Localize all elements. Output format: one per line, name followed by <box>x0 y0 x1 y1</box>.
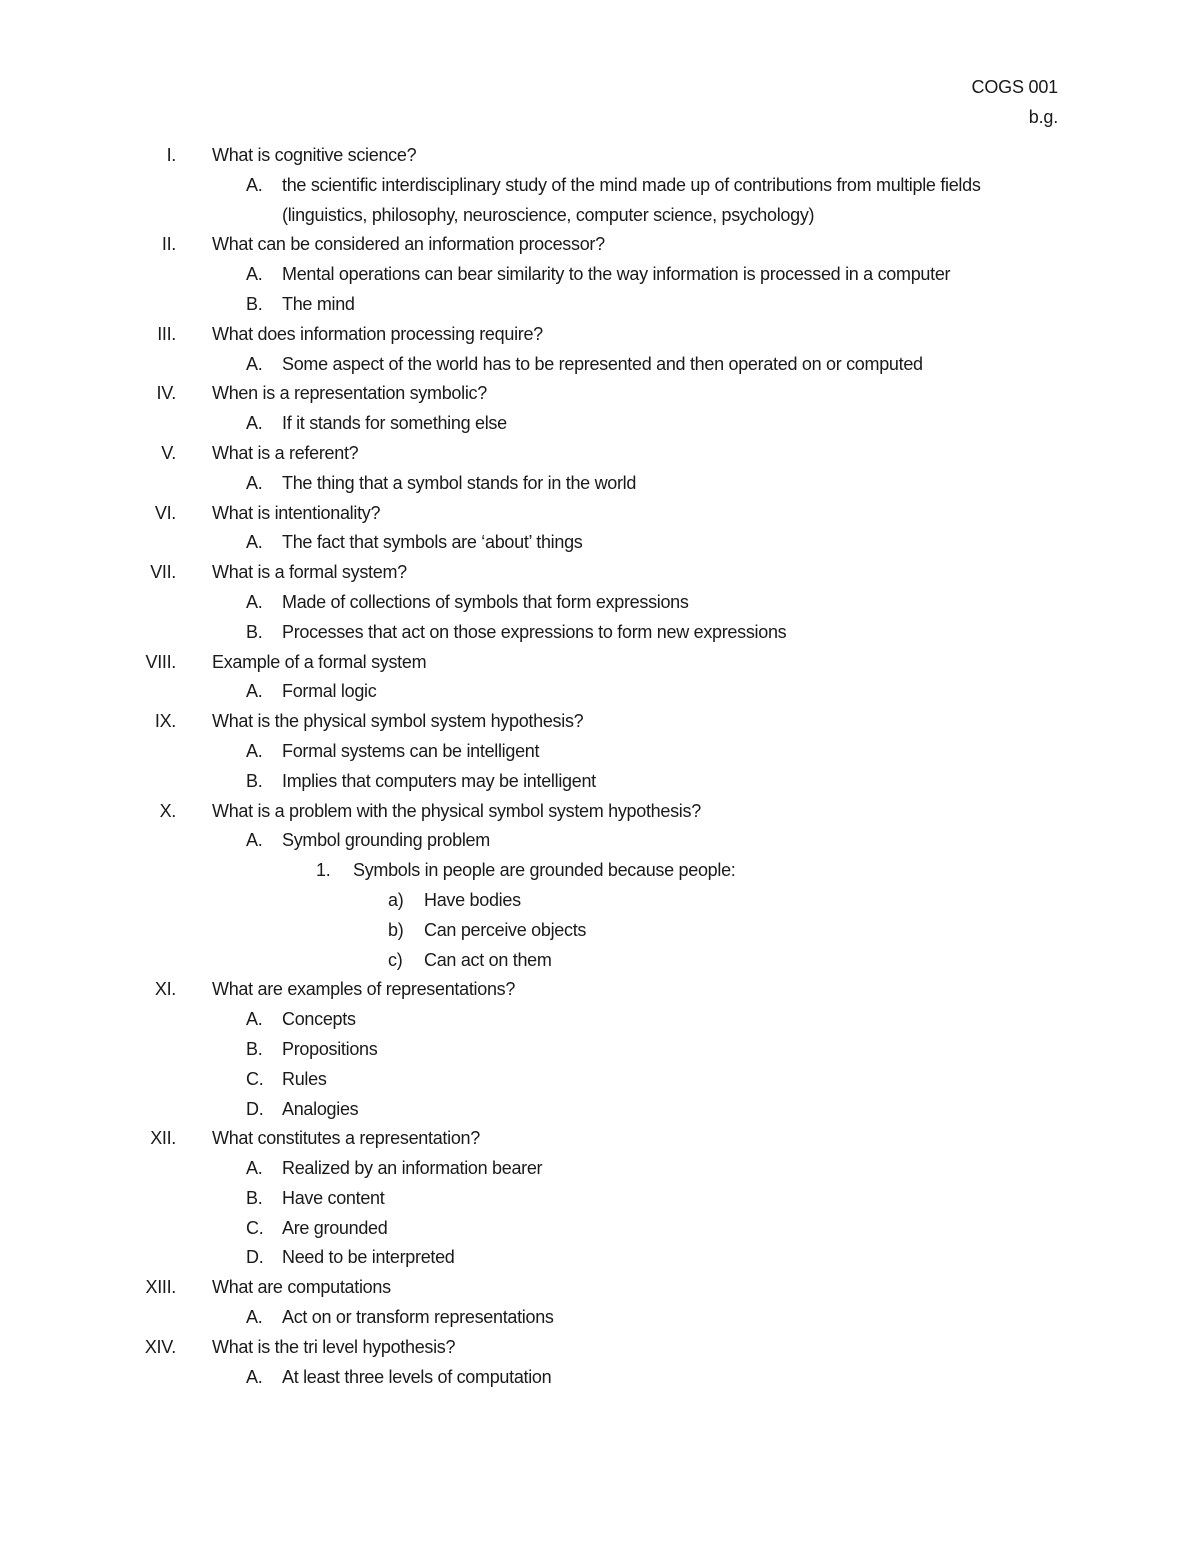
outline-item-level-2 <box>0 1303 1200 1333</box>
outline-item-level-1 <box>0 379 1200 409</box>
outline-item-level-2 <box>0 826 1200 856</box>
outline-item-level-2 <box>0 1243 1200 1273</box>
outline-text: What does information processing require? <box>212 323 543 344</box>
outline-marker: B. <box>246 621 263 642</box>
outline-item-level-2 <box>0 737 1200 767</box>
outline-text: Act on or transform representations <box>282 1307 554 1328</box>
outline-item-level-2 <box>0 1214 1200 1244</box>
outline-item-level-2 <box>0 767 1200 797</box>
outline-item-level-1 <box>0 230 1200 260</box>
outline-marker: A. <box>246 681 263 702</box>
outline-text: When is a representation symbolic? <box>212 383 487 404</box>
outline-item-level-2 <box>0 1095 1200 1125</box>
author-initials: b.g. <box>1028 107 1058 127</box>
outline-marker: A. <box>246 830 263 851</box>
outline-item-level-2 <box>0 260 1200 290</box>
outline-item-level-2 <box>0 1035 1200 1065</box>
outline-item-level-2 <box>0 350 1200 380</box>
outline-item-level-2 <box>0 1005 1200 1035</box>
outline-marker: A. <box>246 1158 263 1179</box>
outline-text: Some aspect of the world has to be represented and then operated on or computed <box>282 353 923 374</box>
outline-marker: B. <box>246 1038 263 1059</box>
outline-item-level-1 <box>0 499 1200 529</box>
outline-text: Made of collections of symbols that form expressions <box>282 591 689 612</box>
outline-item-level-2 <box>0 677 1200 707</box>
outline-marker: D. <box>246 1247 264 1268</box>
outline-marker: XIV. <box>144 1336 176 1357</box>
outline-marker: 1. <box>316 860 331 881</box>
outline-item-level-2 <box>0 1184 1200 1214</box>
course-code: COGS 001 <box>971 77 1058 97</box>
outline-item-level-1 <box>0 1273 1200 1303</box>
outline-text: Can act on them <box>424 949 552 970</box>
outline-text: Formal systems can be intelligent <box>282 740 540 761</box>
outline-marker: A. <box>246 1366 263 1387</box>
outline-item-level-2 <box>0 618 1200 648</box>
outline-marker: A. <box>246 591 263 612</box>
outline-marker: XI. <box>154 979 176 1000</box>
outline-text: What is a problem with the physical symbol system hypothesis? <box>212 800 701 821</box>
outline-item-level-2 <box>0 1065 1200 1095</box>
outline-marker: XII. <box>150 1128 176 1149</box>
outline-item-level-2 <box>0 528 1200 558</box>
outline-item-level-1 <box>0 648 1200 678</box>
outline-text: Example of a formal system <box>212 651 427 672</box>
outline-marker: A. <box>246 1009 263 1030</box>
outline-text: Formal logic <box>282 681 377 702</box>
outline-text: What is the physical symbol system hypothesis? <box>212 711 584 732</box>
outline-text: Analogies <box>282 1098 359 1119</box>
outline-marker: A. <box>246 740 263 761</box>
outline-marker: c) <box>388 949 403 970</box>
outline-marker: b) <box>388 919 404 940</box>
outline-marker: VIII. <box>145 651 176 672</box>
outline-text: Processes that act on those expressions to form new expressions <box>282 621 787 642</box>
study-outline <box>0 141 1200 1392</box>
outline-text: Rules <box>282 1068 327 1089</box>
outline-item-level-1 <box>0 558 1200 588</box>
outline-text: What is intentionality? <box>212 502 381 523</box>
outline-marker: A. <box>246 413 263 434</box>
outline-text: Realized by an information bearer <box>282 1158 543 1179</box>
outline-item-level-2 <box>0 290 1200 320</box>
outline-marker: a) <box>388 889 404 910</box>
outline-text: Symbols in people are grounded because people: <box>353 860 736 881</box>
outline-marker: B. <box>246 770 263 791</box>
outline-marker: C. <box>246 1068 264 1089</box>
outline-marker: B. <box>246 1187 263 1208</box>
outline-marker: D. <box>246 1098 264 1119</box>
outline-item-level-1 <box>0 797 1200 827</box>
outline-text: What constitutes a representation? <box>212 1128 480 1149</box>
outline-marker: III. <box>157 323 176 344</box>
outline-text: What is the tri level hypothesis? <box>212 1336 456 1357</box>
outline-text: Propositions <box>282 1038 378 1059</box>
outline-text: Mental operations can bear similarity to the way information is processed in a computer <box>282 264 951 285</box>
outline-marker: IV. <box>156 383 176 404</box>
outline-text: What can be considered an information processor? <box>212 234 605 255</box>
outline-marker: A. <box>246 174 263 195</box>
outline-marker: VI. <box>154 502 176 523</box>
outline-text: Have content <box>282 1187 385 1208</box>
page-header <box>972 72 1058 132</box>
outline-marker: A. <box>246 532 263 553</box>
outline-item-level-4 <box>0 886 1200 916</box>
outline-text: Have bodies <box>424 889 521 910</box>
outline-item-level-2 <box>0 409 1200 439</box>
outline-item-level-2 <box>0 469 1200 499</box>
outline-marker: C. <box>246 1217 264 1238</box>
outline-item-level-1 <box>0 1124 1200 1154</box>
outline-text: Need to be interpreted <box>282 1247 455 1268</box>
outline-marker: IX. <box>154 711 176 732</box>
outline-text: Implies that computers may be intelligent <box>282 770 596 791</box>
outline-item-level-4 <box>0 916 1200 946</box>
outline-item-level-1 <box>0 320 1200 350</box>
outline-item-level-4 <box>0 946 1200 976</box>
outline-item-level-1 <box>0 439 1200 469</box>
outline-text: What is a referent? <box>212 442 359 463</box>
outline-text: The thing that a symbol stands for in the world <box>282 472 637 493</box>
outline-item-level-1 <box>0 975 1200 1005</box>
outline-item-level-1 <box>0 1333 1200 1363</box>
outline-text: Symbol grounding problem <box>282 830 490 851</box>
outline-marker: A. <box>246 353 263 374</box>
outline-marker: A. <box>246 1307 263 1328</box>
outline-text: the scientific interdisciplinary study of the mind made up of contributions from multiple fields <box>282 174 981 195</box>
outline-marker: II. <box>161 234 176 255</box>
outline-text: Can perceive objects <box>424 919 587 940</box>
outline-item-level-2 <box>0 1363 1200 1393</box>
outline-text: If it stands for something else <box>282 413 507 434</box>
outline-text: The fact that symbols are ‘about’ things <box>282 532 583 553</box>
outline-text: What are computations <box>212 1277 391 1298</box>
outline-marker: VII. <box>150 562 176 583</box>
outline-text: What are examples of representations? <box>212 979 516 1000</box>
outline-marker: I. <box>166 145 176 165</box>
outline-marker: A. <box>246 472 263 493</box>
outline-text: Are grounded <box>282 1217 388 1238</box>
outline-item-level-1 <box>0 141 1200 171</box>
outline-text: Concepts <box>282 1009 356 1030</box>
outline-text: What is cognitive science? <box>212 145 417 165</box>
outline-text: The mind <box>282 293 355 314</box>
outline-marker: XIII. <box>145 1277 176 1298</box>
outline-text: At least three levels of computation <box>282 1366 552 1387</box>
outline-item-level-2 <box>0 588 1200 618</box>
outline-marker: A. <box>246 264 263 285</box>
outline-item-level-3 <box>0 856 1200 886</box>
outline-text: (linguistics, philosophy, neuroscience, computer science, psychology) <box>282 204 815 225</box>
outline-text: What is a formal system? <box>212 562 407 583</box>
outline-item-level-1 <box>0 707 1200 737</box>
outline-marker: B. <box>246 293 263 314</box>
outline-marker: V. <box>161 442 176 463</box>
outline-item-level-2 <box>0 201 1200 231</box>
outline-marker: X. <box>159 800 176 821</box>
outline-item-level-2 <box>0 1154 1200 1184</box>
outline-item-level-2 <box>0 171 1200 201</box>
